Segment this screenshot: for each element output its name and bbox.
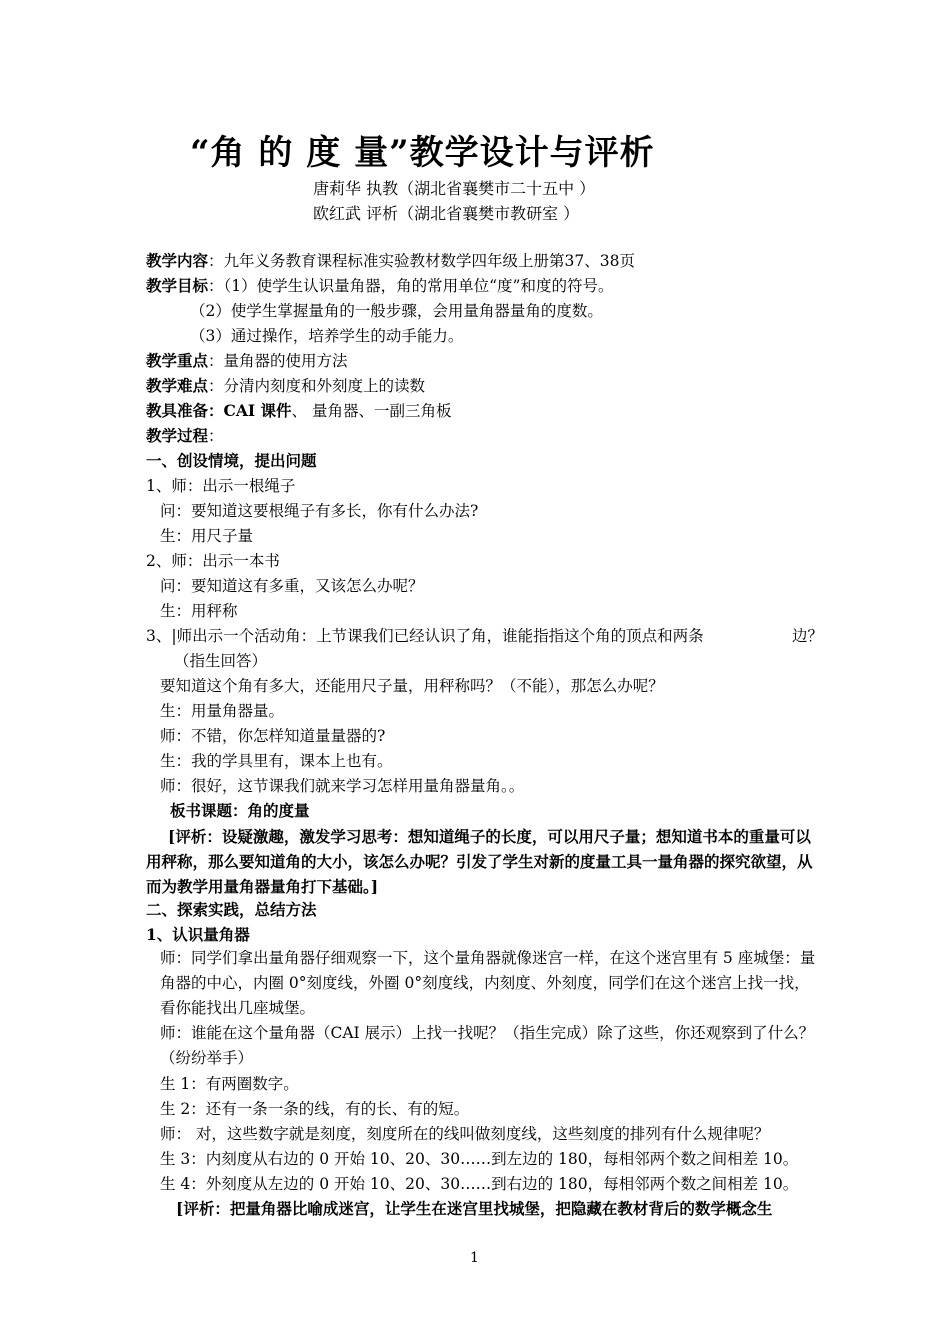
goal-3: （3）通过操作，培养学生的动手能力。	[190, 327, 464, 345]
text-line: 问：要知道这有多重，又该怎么办呢？	[160, 577, 424, 595]
value: ：分清内刻度和外刻度上的读数	[208, 377, 426, 395]
text-line: 生 4：外刻度从左边的 0 开始 10、20、30……到右边的 180，每相邻两个数之间相差 10。	[160, 1175, 799, 1193]
teaching-process	[146, 426, 224, 446]
teaching-difficulty	[146, 376, 425, 396]
label: 教具准备：CAI 课件	[146, 401, 292, 420]
text-line: （指生回答）	[174, 652, 268, 670]
page-number: 1	[470, 1250, 479, 1266]
text-line: 师：很好，这节课我们就来学习怎样用量角器量角。。	[160, 777, 525, 795]
text-line: 2、师：出示一本书	[146, 552, 280, 570]
value: 、 量角器、一副三角板	[291, 402, 452, 420]
value: ：九年义务教育课程标准实验教材数学四年级上册第37、38页	[208, 252, 635, 270]
sub-heading: 1、认识量角器	[146, 925, 250, 944]
goal-2: （2）使学生掌握量角的一般步骤，会用量角器量角的度数。	[190, 302, 603, 320]
value: ：量角器的使用方法	[208, 352, 348, 370]
comment-2: [评析：把量角器比喻成迷宫，让学生在迷宫里找城堡，把隐藏在教材背后的数学概念生	[176, 1199, 773, 1218]
text-line: 生：用量角器量。	[160, 702, 285, 720]
paragraph: 师：同学们拿出量角器仔细观察一下，这个量角器就像迷宫一样，在这个迷宫里有 5 座城堡：量角器的中心，内圈 0°刻度线，外圈 0°刻度线，内刻度、外刻度，同学们在这个迷宫上找一找，看你能找出几座城堡。	[160, 949, 816, 1017]
document-title: “角 的 度 量”教学设计与评析	[190, 133, 655, 173]
paragraph: 师：谁能在这个量角器（CAI 展示）上找一找呢？（指生完成）除了这些，你还观察到了什么？（纷纷举手）	[160, 1024, 815, 1067]
text-line: 3、|师出示一个活动角：上节课我们已经认识了角，谁能指指这个角的顶点和两条	[146, 627, 704, 645]
label: 教学目标	[146, 276, 209, 295]
text-line: 生：用尺子量	[160, 527, 254, 545]
label: 教学难点	[146, 376, 209, 395]
text-line: 问：要知道这要根绳子有多长，你有什么办法?	[160, 502, 479, 520]
comment-1: [评析：设疑激趣，激发学习思考：想知道绳子的长度，可以用尺子量；想知道书本的重量可以用秤称，那么要知道角的大小，该怎么办呢？引发了学生对新的度量工具一量角器的探究欲望，从而为教学用量角器量角打下基础。]	[146, 827, 813, 896]
text-line: 师： 对，这些数字就是刻度，刻度所在的线叫做刻度线，这些刻度的排列有什么规律呢？	[160, 1125, 770, 1143]
text-line: 生 2：还有一条一条的线，有的长、有的短。	[160, 1100, 470, 1118]
text-line: 生：用秤称	[160, 602, 238, 620]
text-line: 师：不错，你怎样知道量量器的?	[160, 727, 386, 745]
text-line: 生：我的学具里有，课本上也有。	[160, 752, 393, 770]
section-heading: 一、创设情境，提出问题	[146, 451, 317, 470]
text-line: 生 1：有两圈数字。	[160, 1075, 299, 1093]
text-line: 1、师：出示一根绳子	[146, 477, 296, 495]
label: 教学重点	[146, 351, 209, 370]
teaching-content	[146, 251, 635, 271]
label: 教学内容	[146, 251, 209, 270]
value: ：（1）使学生认识量角器，角的常用单位“度”和度的符号。	[208, 277, 614, 295]
value: ：	[208, 427, 224, 445]
teaching-key-point	[146, 351, 348, 371]
text-line: 边？	[792, 627, 824, 645]
text-line: 生 3：内刻度从右边的 0 开始 10、20、30……到左边的 180，每相邻两个数之间相差 10。	[160, 1150, 799, 1168]
label: 教学过程	[146, 426, 209, 445]
teaching-tools	[146, 401, 451, 421]
byline-reviewer: 欧红武 评析（湖北省襄樊市教研室 ）	[313, 204, 580, 223]
section-heading: 二、探索实践，总结方法	[146, 900, 317, 919]
teaching-goals	[146, 276, 613, 296]
board-title: 板书课题：角的度量	[170, 801, 310, 820]
text-line: 要知道这个角有多大，还能用尺子量，用秤称吗？（不能），那怎么办呢？	[160, 677, 664, 695]
byline-teacher: 唐莉华 执教（湖北省襄樊市二十五中 ）	[313, 179, 596, 198]
